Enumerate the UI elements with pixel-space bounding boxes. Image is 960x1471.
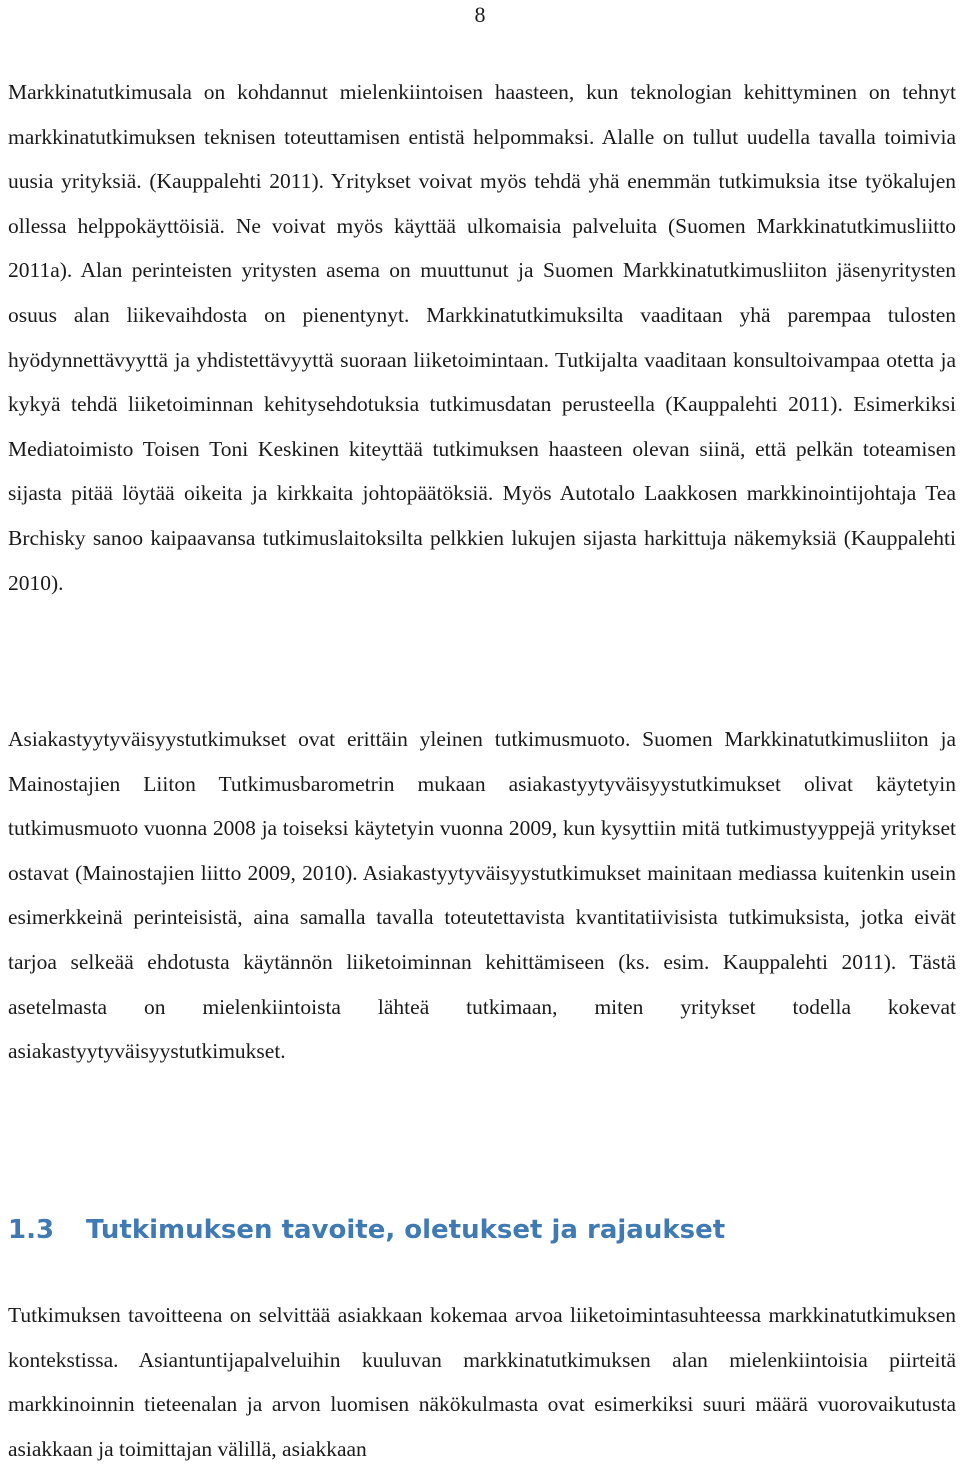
body-paragraph-1: Markkinatutkimusala on kohdannut mielenkiintoisen haasteen, kun teknologian kehittyminen on tehnyt markkinatutkimuksen teknisen toteuttamisen entistä helpommaksi. Alalle on tullut uudella tavalla toimivia uusia yrityksiä. (Kauppalehti 2011). Yritykset voivat myös tehdä yhä enemmän tutkimuksia itse työkalujen ollessa helppokäyttöisiä. Ne voivat myös käyttää ulkomaisia palveluita (Suomen Markkinatutkimusliitto 2011a). Alan perinteisten yritysten asema on muuttunut ja Suomen Markkinatutkimusliiton jäsenyritysten osuus alan liikevaihdosta on pienentynyt. Markkinatutkimuksilta vaaditaan yhä parempaa tulosten hyödynnettävyyttä ja yhdistettävyyttä suoraan liiketoimintaan. Tutkijalta vaaditaan konsultoivampaa otetta ja kykyä tehdä liiketoiminnan kehitysehdotuksia tutkimusdatan perusteella (Kauppalehti 2011). Esimerkiksi Mediatoimisto Toisen Toni Keskinen kiteyttää tutkimuksen haasteen olevan siinä, että pelkän toteamisen sijasta pitää löytää oikeita ja kirkkaita johtopäätöksiä. Myös Autotalo Laakkosen markkinointijohtaja Tea Brchisky sanoo kaipaavansa tutkimuslaitoksilta pelkkien lukujen sijasta harkittuja näkemyksiä (Kauppalehti 2010). (8, 80, 956, 595)
section-heading (8, 1206, 956, 1254)
section-title: Tutkimuksen tavoite, oletukset ja rajaukset (86, 1215, 726, 1245)
section-paragraph-1: Tutkimuksen tavoitteena on selvittää asiakkaan kokemaa arvoa liiketoimintasuhteessa markkinatutkimuksen kontekstissa. Asiantuntijapalveluihin kuuluvan markkinatutkimuksen alan mielenkiintoisia piirteitä markkinoinnin tieteenalan ja arvon luomisen näkökulmasta ovat esimerkiksi suuri määrä vuorovaikutusta asiakkaan ja toimittajan välillä, asiakkaan (8, 1303, 956, 1461)
section-number: 1.3 (8, 1215, 55, 1245)
page-number: 8 (474, 2, 486, 27)
body-paragraph-2: Asiakastyytyväisyystutkimukset ovat erittäin yleinen tutkimusmuoto. Suomen Markkinatutkimusliiton ja Mainostajien Liiton Tutkimusbarometrin mukaan asiakastyytyväisyystutkimukset olivat käytetyin tutkimusmuoto vuonna 2008 ja toiseksi käytetyin vuonna 2009, kun kysyttiin mitä tutkimustyyppejä yritykset ostavat (Mainostajien liitto 2009, 2010). Asiakastyytyväisyystutkimukset mainitaan mediassa kuitenkin usein esimerkkeinä perinteisistä, aina samalla tavalla toteutettavista kvantitatiivisista tutkimuksista, jotka eivät tarjoa selkeää ehdotusta käytännön liiketoiminnan kehittämiseen (ks. esim. Kauppalehti 2011). Tästä asetelmasta on mielenkiintoista lähteä tutkimaan, miten yritykset todella kokevat asiakastyytyväisyystutkimukset. (8, 727, 956, 1064)
